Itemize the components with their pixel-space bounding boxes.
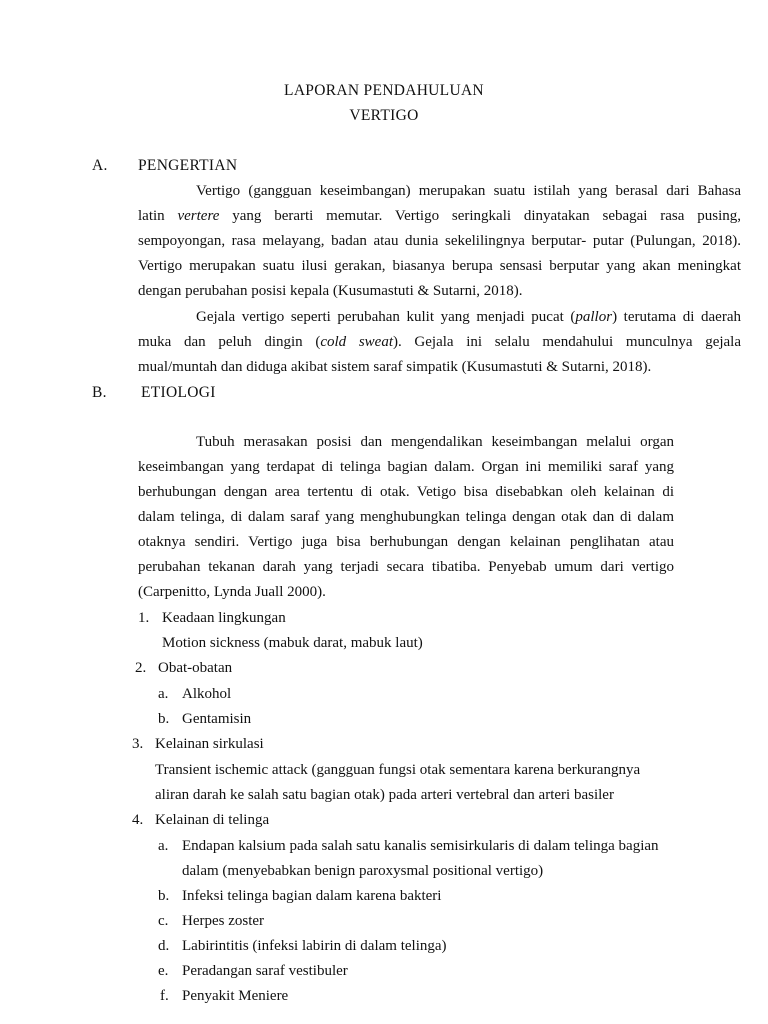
list-item-label: Kelainan di telinga	[155, 812, 270, 828]
term-cold-sweat: cold sweat	[320, 334, 393, 350]
section-a-p2-line	[138, 334, 741, 351]
sublist-letter: c.	[158, 913, 169, 929]
text-span: muka dan peluh dingin (	[138, 334, 321, 350]
sublist-item: Labirintitis (infeksi labirin di dalam telinga)	[182, 938, 447, 954]
list-number: 1.	[138, 610, 150, 626]
sublist-item: Herpes zoster	[182, 913, 265, 929]
section-b-p1-line: keseimbangan yang terdapat di telinga bagian dalam. Organ ini memiliki saraf yang	[138, 459, 674, 475]
section-b-p1-line: berhubungan dengan area tertentu di otak. Vetigo bisa disebabkan oleh kelainan di	[138, 484, 674, 500]
sublist-item: Alkohol	[182, 686, 232, 702]
section-a-p2-line	[196, 309, 741, 326]
latin-term: vertere	[177, 208, 220, 224]
sublist-letter: b.	[158, 711, 170, 727]
sublist-item: Peradangan saraf vestibuler	[182, 963, 348, 979]
section-b-p1-line: perubahan tekanan darah yang terjadi secara tibatiba. Penyebab umum dari vertigo	[138, 559, 674, 575]
list-number: 2.	[135, 660, 147, 676]
sublist-letter: d.	[158, 938, 170, 954]
section-a-p1-line	[138, 208, 741, 225]
sublist-letter: a.	[158, 686, 169, 702]
text-span: Gejala vertigo seperti perubahan kulit yang menjadi pucat (	[196, 309, 576, 325]
text-span: latin	[138, 208, 178, 224]
list-item-label: Kelainan sirkulasi	[155, 736, 264, 752]
section-a-heading: PENGERTIAN	[138, 157, 238, 174]
text-span: ) terutama di daerah	[612, 309, 741, 325]
sublist-letter: a.	[158, 838, 169, 854]
section-b-letter: B.	[92, 384, 107, 401]
section-b-p1-line: otaknya sendiri. Vertigo juga bisa berhubungan dengan kelainan penglihatan atau	[138, 534, 674, 550]
list-number: 4.	[132, 812, 144, 828]
sublist-letter: e.	[158, 963, 169, 979]
section-a-p2-line: mual/muntah dan diduga akibat sistem saraf simpatik (Kusumastuti & Sutarni, 2018).	[138, 359, 652, 375]
section-a-p1-line: Vertigo (gangguan keseimbangan) merupakan suatu istilah yang berasal dari Bahasa	[196, 183, 741, 199]
document-title: LAPORAN PENDAHULUAN	[284, 82, 484, 99]
term-pallor: pallor	[575, 309, 613, 325]
section-b-p1-line: (Carpenitto, Lynda Juall 2000).	[138, 584, 326, 600]
text-span: ). Gejala ini selalu mendahului munculnya gejala	[393, 334, 741, 350]
list-item-desc: aliran darah ke salah satu bagian otak) pada arteri vertebral dan arteri basiler	[155, 787, 614, 803]
sublist-item: Penyakit Meniere	[182, 988, 289, 1004]
text-span: yang berarti memutar. Vertigo seringkali dinyatakan sebagai rasa pusing,	[219, 208, 741, 224]
sublist-item: dalam (menyebabkan benign paroxysmal positional vertigo)	[182, 863, 544, 879]
section-b-heading: ETIOLOGI	[141, 384, 216, 401]
sublist-item: Gentamisin	[182, 711, 252, 727]
list-item-label: Obat-obatan	[158, 660, 233, 676]
list-item-label: Keadaan lingkungan	[162, 610, 286, 626]
sublist-item: Infeksi telinga bagian dalam karena bakteri	[182, 888, 442, 904]
list-number: 3.	[132, 736, 144, 752]
list-item-desc: Motion sickness (mabuk darat, mabuk laut)	[162, 635, 423, 651]
list-item-desc: Transient ischemic attack (gangguan fungsi otak sementara karena berkurangnya	[155, 762, 641, 778]
sublist-letter: f.	[160, 988, 169, 1004]
sublist-item: Endapan kalsium pada salah satu kanalis semisirkularis di dalam telinga bagian	[182, 838, 659, 854]
section-b-p1-line: Tubuh merasakan posisi dan mengendalikan keseimbangan melalui organ	[196, 434, 674, 450]
section-a-letter: A.	[92, 157, 108, 174]
section-a-p1-line: sempoyongan, rasa melayang, badan atau dunia sekelilingnya berputar- putar (Pulungan, 2018).	[138, 233, 741, 249]
sublist-letter: b.	[158, 888, 170, 904]
section-a-p1-line: dengan perubahan posisi kepala (Kusumastuti & Sutarni, 2018).	[138, 283, 523, 299]
document-subtitle: VERTIGO	[349, 107, 419, 124]
section-b-p1-line: dalam telinga, di dalam saraf yang menghubungkan telinga dengan otak dan di dalam	[138, 509, 674, 525]
section-a-p1-line: Vertigo merupakan suatu ilusi gerakan, biasanya berupa sensasi berputar yang akan meningkat	[138, 258, 741, 274]
